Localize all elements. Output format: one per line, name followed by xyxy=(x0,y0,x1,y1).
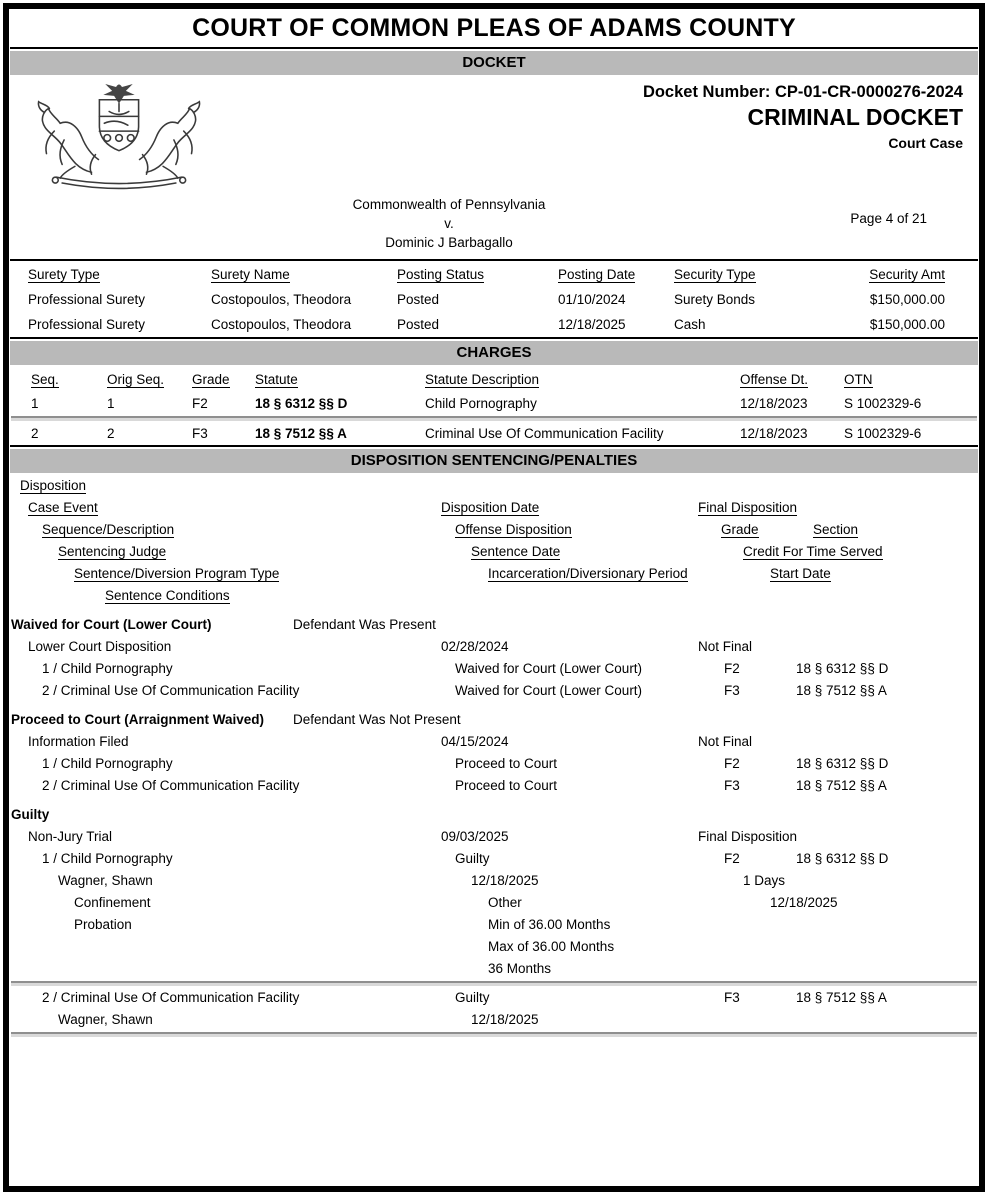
disposition-section-bar: DISPOSITION SENTENCING/PENALTIES xyxy=(10,449,978,473)
charge-seq: 1 xyxy=(31,396,39,411)
offense-row xyxy=(9,658,979,680)
security-type: Surety Bonds xyxy=(674,292,756,307)
sentencing-judge: Wagner, Shawn xyxy=(58,1012,153,1027)
disposition-column-headers xyxy=(9,563,979,585)
disposition-event xyxy=(9,613,979,636)
sentence-conditions-row xyxy=(9,958,979,980)
sentencing-judge-row xyxy=(9,870,979,892)
offense-disposition: Waived for Court (Lower Court) xyxy=(455,661,643,676)
docket-header xyxy=(9,77,979,259)
case-event: Information Filed xyxy=(28,734,129,749)
offense-section: 18 § 7512 §§ A xyxy=(796,683,887,698)
seq-header: Seq. xyxy=(31,372,59,387)
charge-otn: S 1002329-6 xyxy=(844,396,922,411)
charge-statute: 18 § 7512 §§ A xyxy=(255,426,347,441)
sentence-date-header: Sentence Date xyxy=(471,544,561,559)
disposition-column-headers xyxy=(9,541,979,563)
divider xyxy=(10,445,978,447)
offense-row xyxy=(9,987,979,1009)
disposition-column-headers xyxy=(9,475,979,497)
final-disposition: Not Final xyxy=(698,734,753,749)
offense-disposition-header: Offense Disposition xyxy=(455,522,572,537)
security-amt: $150,000.00 xyxy=(869,317,945,332)
final-disposition: Final Disposition xyxy=(698,829,798,844)
offense-grade: F2 xyxy=(724,756,740,771)
offense-section: 18 § 7512 §§ A xyxy=(796,990,887,1005)
disposition-date: 04/15/2024 xyxy=(441,734,509,749)
offense-label: 1 / Child Pornography xyxy=(42,661,173,676)
credit-for-time-served: 1 Days xyxy=(743,873,786,888)
case-caption xyxy=(9,195,889,252)
charge-row xyxy=(9,422,979,445)
charge-row xyxy=(9,392,979,415)
incarceration-period: Min of 36.00 Months xyxy=(488,917,611,932)
case-event-row xyxy=(9,636,979,658)
event-name: Waived for Court (Lower Court) xyxy=(11,617,212,632)
start-date-header: Start Date xyxy=(770,566,831,581)
sentence-conditions-header: Sentence Conditions xyxy=(105,588,230,603)
divider xyxy=(10,47,978,49)
incarceration-period-header: Incarceration/Diversionary Period xyxy=(488,566,688,581)
charge-statute: 18 § 6312 §§ D xyxy=(255,396,348,411)
offense-section: 18 § 6312 §§ D xyxy=(796,661,889,676)
defendant-presence: Defendant Was Not Present xyxy=(293,712,461,727)
docket-type: CRIMINAL DOCKET xyxy=(747,104,963,130)
disposition-date-header: Disposition Date xyxy=(441,500,540,515)
charge-grade: F2 xyxy=(192,396,208,411)
offense-label: 1 / Child Pornography xyxy=(42,756,173,771)
start-date: 12/18/2025 xyxy=(770,895,838,910)
disposition-column-headers xyxy=(9,585,979,607)
sentence-condition: 36 Months xyxy=(488,961,552,976)
posting-status-header: Posting Status xyxy=(397,266,485,282)
program-type: Probation xyxy=(74,917,132,932)
case-event: Non-Jury Trial xyxy=(28,829,113,844)
surety-type: Professional Surety xyxy=(28,317,146,332)
case-event: Lower Court Disposition xyxy=(28,639,172,654)
disposition-date: 09/03/2025 xyxy=(441,829,509,844)
security-type-header: Security Type xyxy=(674,266,756,282)
offense-label: 1 / Child Pornography xyxy=(42,851,173,866)
offense-grade: F3 xyxy=(724,990,740,1005)
page-number: Page 4 of 21 xyxy=(850,211,927,226)
page-border xyxy=(3,3,985,1192)
surety-row xyxy=(9,312,979,337)
docket-id-block xyxy=(643,83,963,151)
offense-grade: F2 xyxy=(724,661,740,676)
credit-header: Credit For Time Served xyxy=(743,544,883,559)
offense-disposition: Guilty xyxy=(455,851,490,866)
surety-name: Costopoulos, Theodora xyxy=(211,317,352,332)
caption-defendant: Dominic J Barbagallo xyxy=(385,235,513,250)
charge-orig-seq: 1 xyxy=(107,396,115,411)
offense-disposition: Proceed to Court xyxy=(455,778,558,793)
pennsylvania-coat-of-arms-icon xyxy=(21,80,217,192)
offense-dt-header: Offense Dt. xyxy=(740,372,809,387)
row-separator xyxy=(11,416,977,421)
offense-disposition: Waived for Court (Lower Court) xyxy=(455,683,643,698)
case-event-header: Case Event xyxy=(28,500,98,515)
charge-otn: S 1002329-6 xyxy=(844,426,922,441)
final-disposition-header: Final Disposition xyxy=(698,500,798,515)
otn-header: OTN xyxy=(844,372,873,387)
surety-name: Costopoulos, Theodora xyxy=(211,292,352,307)
row-separator xyxy=(11,981,977,986)
disposition-event xyxy=(9,803,979,826)
surety-name-header: Surety Name xyxy=(211,266,290,282)
program-type: Confinement xyxy=(74,895,151,910)
sentence-date: 12/18/2025 xyxy=(471,873,539,888)
offense-row xyxy=(9,848,979,870)
charge-description: Criminal Use Of Communication Facility xyxy=(425,426,664,441)
posting-date: 01/10/2024 xyxy=(558,292,626,307)
posting-status: Posted xyxy=(397,317,440,332)
surety-header-row xyxy=(9,261,979,287)
grade-header: Grade xyxy=(192,372,230,387)
incarceration-period: Other xyxy=(488,895,522,910)
offense-label: 2 / Criminal Use Of Communication Facility xyxy=(42,683,300,698)
disposition-event xyxy=(9,708,979,731)
offense-row xyxy=(9,753,979,775)
offense-section: 18 § 6312 §§ D xyxy=(796,756,889,771)
case-event-row xyxy=(9,826,979,848)
offense-row xyxy=(9,775,979,797)
charge-grade: F3 xyxy=(192,426,208,441)
posting-date-header: Posting Date xyxy=(558,266,636,282)
orig-seq-header: Orig Seq. xyxy=(107,372,165,387)
caption-versus: v. xyxy=(444,216,454,231)
caption-plaintiff: Commonwealth of Pennsylvania xyxy=(352,197,546,212)
charge-seq: 2 xyxy=(31,426,39,441)
offense-grade: F3 xyxy=(724,778,740,793)
section-col-header: Section xyxy=(813,522,859,537)
charge-orig-seq: 2 xyxy=(107,426,115,441)
statute-header: Statute xyxy=(255,372,298,387)
charges-header-row xyxy=(9,367,979,392)
divider xyxy=(10,337,978,339)
incarceration-period: Max of 36.00 Months xyxy=(488,939,615,954)
case-event-row xyxy=(9,731,979,753)
event-name: Proceed to Court (Arraignment Waived) xyxy=(11,712,265,727)
security-amt-header: Security Amt xyxy=(869,266,945,282)
offense-disposition: Proceed to Court xyxy=(455,756,558,771)
program-type-header: Sentence/Diversion Program Type xyxy=(74,566,280,581)
page-title: COURT OF COMMON PLEAS OF ADAMS COUNTY xyxy=(192,14,796,42)
charge-offense-dt: 12/18/2023 xyxy=(740,426,808,441)
sentencing-judge-header: Sentencing Judge xyxy=(58,544,167,559)
disposition-date: 02/28/2024 xyxy=(441,639,509,654)
posting-status: Posted xyxy=(397,292,440,307)
disposition-header: Disposition xyxy=(20,478,87,493)
case-type: Court Case xyxy=(888,135,963,151)
offense-grade: F3 xyxy=(724,683,740,698)
charges-section-bar: CHARGES xyxy=(10,341,978,365)
posting-date: 12/18/2025 xyxy=(558,317,626,332)
surety-row xyxy=(9,287,979,312)
row-separator xyxy=(11,1032,977,1037)
charge-offense-dt: 12/18/2023 xyxy=(740,396,808,411)
sentence-date: 12/18/2025 xyxy=(471,1012,539,1027)
offense-label: 2 / Criminal Use Of Communication Facility xyxy=(42,990,300,1005)
event-name: Guilty xyxy=(11,807,50,822)
sentencing-judge: Wagner, Shawn xyxy=(58,873,153,888)
sentencing-judge-row xyxy=(9,1009,979,1031)
sequence-description-header: Sequence/Description xyxy=(42,522,175,537)
charge-description: Child Pornography xyxy=(425,396,537,411)
offense-label: 2 / Criminal Use Of Communication Facility xyxy=(42,778,300,793)
surety-type: Professional Surety xyxy=(28,292,146,307)
security-amt: $150,000.00 xyxy=(869,292,945,307)
disposition-column-headers xyxy=(9,519,979,541)
docket-section-bar: DOCKET xyxy=(10,51,978,75)
offense-grade: F2 xyxy=(724,851,740,866)
offense-row xyxy=(9,680,979,702)
offense-disposition: Guilty xyxy=(455,990,490,1005)
offense-section: 18 § 6312 §§ D xyxy=(796,851,889,866)
security-type: Cash xyxy=(674,317,706,332)
disposition-column-headers xyxy=(9,497,979,519)
docket-number: Docket Number: CP-01-CR-0000276-2024 xyxy=(642,83,963,101)
grade-col-header: Grade xyxy=(721,522,759,537)
final-disposition: Not Final xyxy=(698,639,753,654)
offense-section: 18 § 7512 §§ A xyxy=(796,778,887,793)
program-row xyxy=(9,936,979,958)
program-row xyxy=(9,914,979,936)
defendant-presence: Defendant Was Present xyxy=(293,617,436,632)
statute-description-header: Statute Description xyxy=(425,372,540,387)
program-row xyxy=(9,892,979,914)
surety-type-header: Surety Type xyxy=(28,266,100,282)
